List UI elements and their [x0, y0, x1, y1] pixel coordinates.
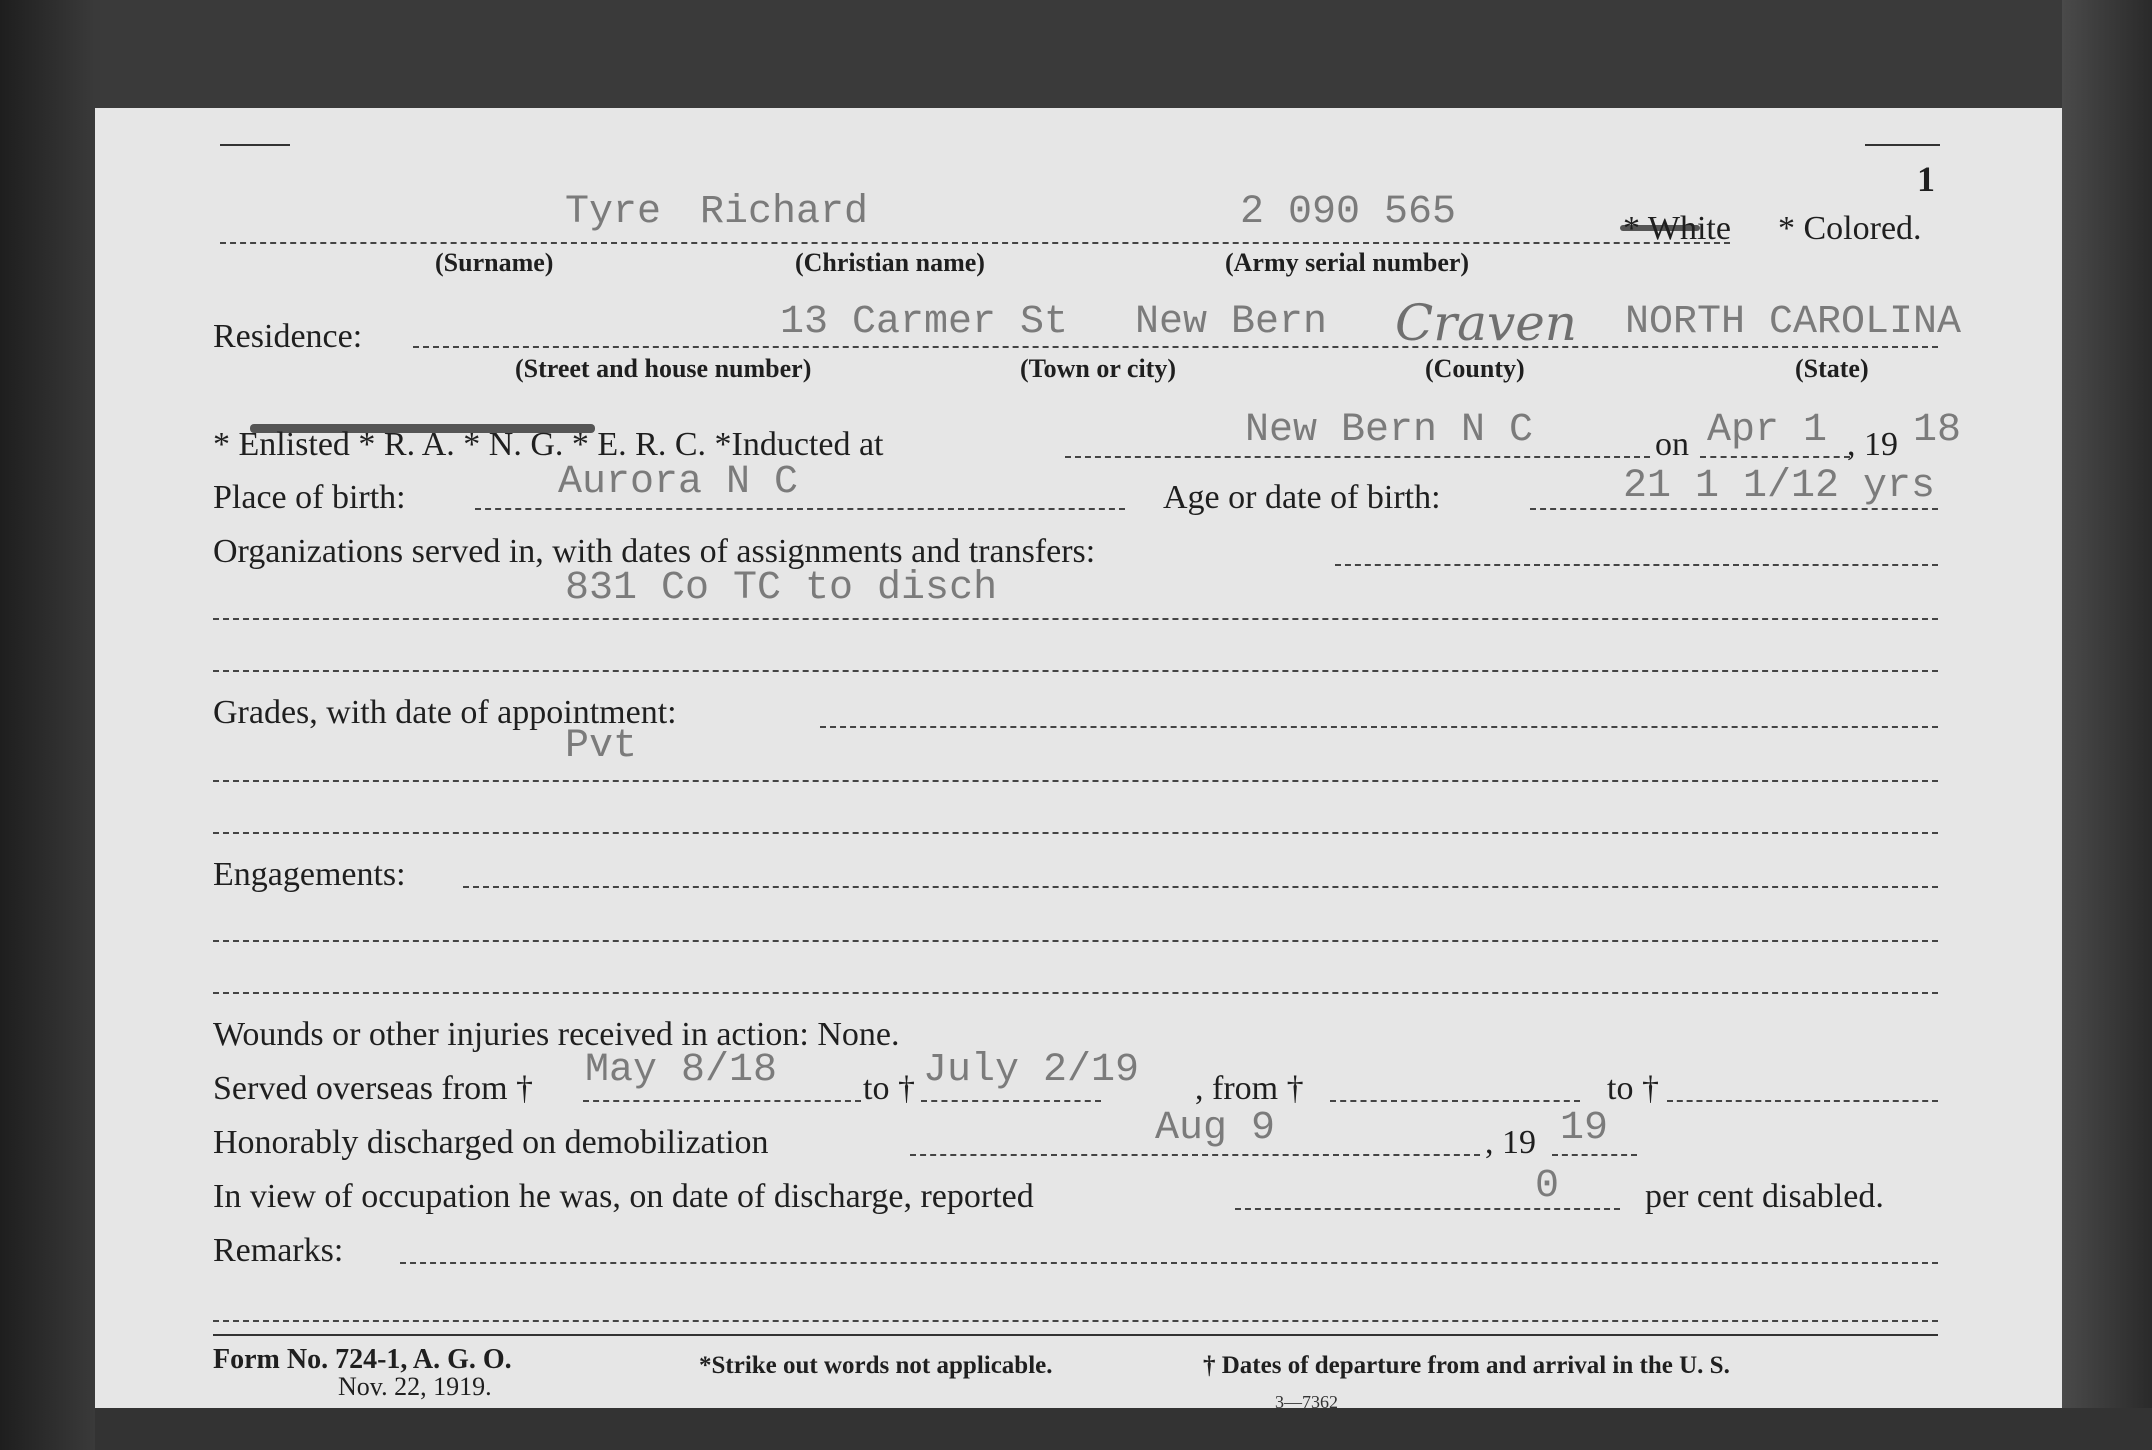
christian-name-value: Richard [700, 190, 869, 235]
scan-border-left [0, 0, 95, 1450]
induction-date-value: Apr 1 [1707, 408, 1828, 453]
label-county: (County) [1425, 354, 1525, 383]
label-surname: (Surname) [435, 248, 554, 277]
form-number: Form No. 724-1, A. G. O. [213, 1344, 512, 1375]
discharge-year-value: 19 [1560, 1106, 1609, 1151]
induction-year-value: 18 [1913, 408, 1962, 453]
discharge-label: Honorably discharged on demobilization [213, 1124, 769, 1161]
discharge-year-prefix: , 19 [1485, 1124, 1536, 1161]
residence-label: Residence: [213, 318, 363, 355]
race-colored: * Colored. [1778, 210, 1922, 247]
organizations-line-2 [213, 618, 1938, 620]
wounds-label: Wounds or other injuries received in action: None. [213, 1016, 900, 1053]
organizations-value: 831 Co TC to disch [565, 566, 998, 611]
induction-place-line [1065, 456, 1650, 458]
overseas-to-label: to † [863, 1070, 915, 1107]
disability-line [1235, 1208, 1620, 1210]
footnote-strike: *Strike out words not applicable. [699, 1352, 1053, 1379]
disability-label: In view of occupation he was, on date of discharge, reported [213, 1178, 1034, 1215]
engagements-line-3 [213, 992, 1938, 994]
corner-rule-right [1865, 144, 1940, 146]
overseas-to-line-2 [1667, 1100, 1938, 1102]
label-street: (Street and house number) [515, 354, 812, 383]
service-record-card [95, 108, 2062, 1412]
discharge-date-line [910, 1154, 1480, 1156]
residence-line [413, 346, 1938, 348]
overseas-from-value: May 8/18 [585, 1048, 778, 1093]
overseas-to-line [921, 1100, 1101, 1102]
scan-border-right [2062, 0, 2152, 1450]
overseas-from-line-2 [1330, 1100, 1580, 1102]
label-christian-name: (Christian name) [795, 248, 985, 277]
residence-street-value: 13 Carmer St [780, 300, 1069, 345]
card-number: 1 [1917, 159, 1935, 199]
induction-on-label: on [1655, 426, 1689, 463]
engagements-line-1 [463, 886, 1938, 888]
residence-county-value: Craven [1395, 294, 1578, 352]
remarks-label: Remarks: [213, 1232, 344, 1269]
engagements-label: Engagements: [213, 856, 406, 893]
age-value: 21 1 1/12 yrs [1623, 464, 1936, 509]
print-code: 3—7362 [1275, 1392, 1338, 1412]
induction-place-value: New Bern N C [1245, 408, 1534, 453]
scan-border-bottom [95, 1408, 2152, 1450]
age-label: Age or date of birth: [1163, 479, 1441, 516]
label-state: (State) [1795, 354, 1869, 383]
residence-state-value: NORTH CAROLINA [1625, 300, 1962, 345]
organizations-line-3 [213, 670, 1938, 672]
corner-rule-left [220, 144, 290, 146]
overseas-to-label-2: to † [1607, 1070, 1659, 1107]
organizations-line-1 [1335, 564, 1938, 566]
scan-border-top [95, 0, 2152, 108]
induction-label: * Enlisted * R. A. * N. G. * E. R. C. *Inducted at [213, 426, 884, 463]
engagements-line-2 [213, 940, 1938, 942]
birth-place-label: Place of birth: [213, 479, 406, 516]
remarks-line-1 [400, 1262, 1938, 1264]
overseas-label: Served overseas from † [213, 1070, 534, 1107]
discharge-date-value: Aug 9 [1155, 1106, 1276, 1151]
remarks-line-2 [213, 1320, 1938, 1322]
grades-line-2 [213, 780, 1938, 782]
name-line [220, 242, 1730, 244]
footnote-dates: † Dates of departure from and arrival in the U. S. [1203, 1352, 1730, 1379]
grades-line-1 [820, 726, 1938, 728]
grades-line-3 [213, 832, 1938, 834]
overseas-to-value: July 2/19 [923, 1048, 1140, 1093]
disability-suffix: per cent disabled. [1645, 1178, 1884, 1215]
surname-value: Tyre [565, 190, 662, 235]
birth-place-line [475, 508, 1125, 510]
birth-place-value: Aurora N C [558, 460, 799, 505]
discharge-year-line [1552, 1154, 1637, 1156]
label-serial-number: (Army serial number) [1225, 248, 1470, 277]
label-town: (Town or city) [1020, 354, 1176, 383]
race-white: * White [1623, 210, 1731, 247]
serial-number-value: 2 090 565 [1240, 190, 1457, 235]
residence-town-value: New Bern [1135, 300, 1328, 345]
grades-value: Pvt [565, 724, 638, 769]
form-date: Nov. 22, 1919. [338, 1372, 492, 1401]
remarks-line-3 [213, 1334, 1938, 1336]
induction-year-prefix: , 19 [1847, 426, 1898, 463]
organizations-label: Organizations served in, with dates of assignments and transfers: [213, 533, 1096, 570]
overseas-from-line [583, 1100, 861, 1102]
disability-value: 0 [1535, 1164, 1560, 1209]
grades-label: Grades, with date of appointment: [213, 694, 677, 731]
overseas-from-label-2: , from † [1195, 1070, 1304, 1107]
induction-date-line [1700, 456, 1850, 458]
